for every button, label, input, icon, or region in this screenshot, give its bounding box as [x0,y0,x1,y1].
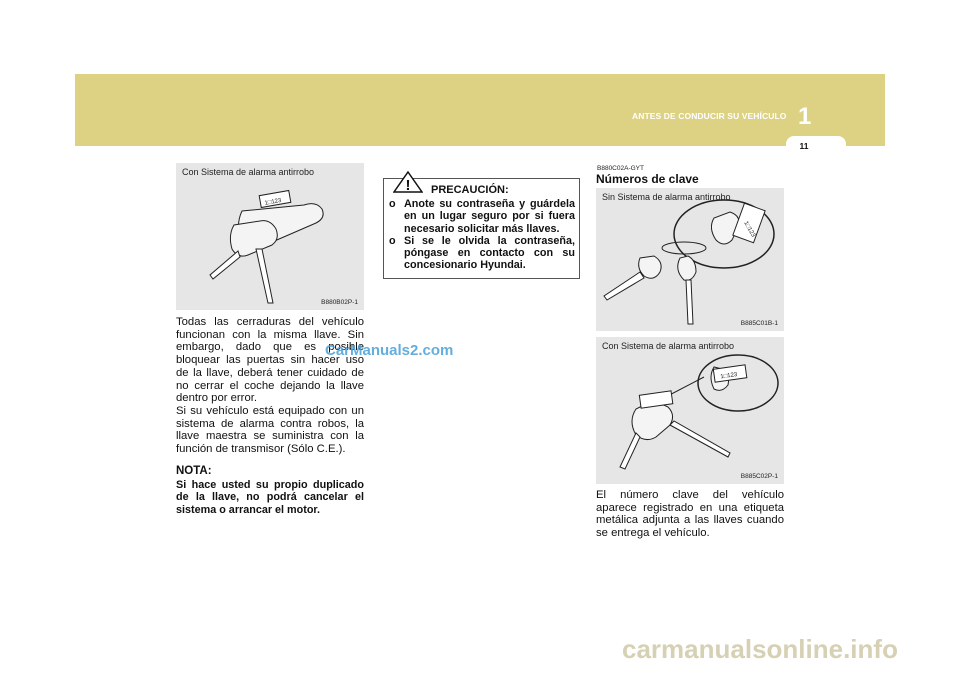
key-tag-text: 1□123 [264,197,282,207]
keys-with-alarm-image [596,337,784,484]
bullet-marker: o [389,234,396,247]
caution-item-text: Si se le olvida la contraseña, póngase en contacto con su concesionario Hyundai. [404,234,575,272]
watermark-link[interactable]: CarManuals2.com [325,342,454,359]
paragraph-alarm: Si su vehículo está equipado con un sistema de alarma contra robos, la llave maestra se suministra con la función de transmisor (Sólo C.E.). [176,404,364,456]
image-caption: Con Sistema de alarma antirrobo [182,167,315,177]
warning-triangle-icon [393,171,423,193]
key-description-text [176,316,364,456]
image-caption: Sin Sistema de alarma antirrobo [602,192,731,202]
bullet-marker: o [389,198,396,210]
section-heading: Números de clave [596,172,699,186]
image-code: B880B02P-1 [321,299,358,306]
note-title: NOTA: [176,465,212,477]
keys-alarm-illustration [596,337,784,484]
key-with-alarm-image [176,163,364,310]
key-tag-text: 1□123 [720,372,738,381]
paragraph-key-number: El número clave del vehículo aparece registrado en una etiqueta metálica adjunta a las llaves cuando se entrega el vehículo. [596,489,784,540]
image-code: B885C01B-1 [740,320,778,327]
caution-item [389,235,575,272]
caution-title: PRECAUCIÓN: [431,184,509,196]
keys-without-alarm-image [596,188,784,331]
warning-symbol: ! [405,177,411,193]
paragraph-locks: Todas las cerraduras del vehículo funcionan con la misma llave. Sin embargo, dado que es posible bloquear las puertas sin hacer uso de la llave, deberá tener cuidado de no cerrar el coche dejando la llave dentro por error. [176,316,364,405]
key-tag-text: 1□123 [742,220,756,239]
section-title: ANTES DE CONDUCIR SU VEHÍCULO [632,111,787,121]
note-text: Si hace usted su propio duplicado de la llave, no podrá cancelar el sistema o arrancar el motor. [176,479,364,516]
caution-list [389,198,575,272]
section-code: B880C02A-GYT [597,165,644,172]
image-caption: Con Sistema de alarma antirrobo [602,341,735,351]
caution-item-text: Anote su contraseña y guárdela en un lugar seguro por si fuera necesario solicitar más llaves. [404,198,575,235]
image-code: B885C02P-1 [740,473,778,480]
chapter-number: 1 [798,103,812,130]
watermark-footer[interactable]: carmanualsonline.info [622,634,898,664]
keys-illustration [596,188,784,331]
key-illustration [176,163,364,310]
caution-box [383,178,580,279]
page-number: 11 [799,141,809,151]
key-number-text [596,489,784,540]
header-band [75,74,885,146]
caution-item [389,198,575,235]
